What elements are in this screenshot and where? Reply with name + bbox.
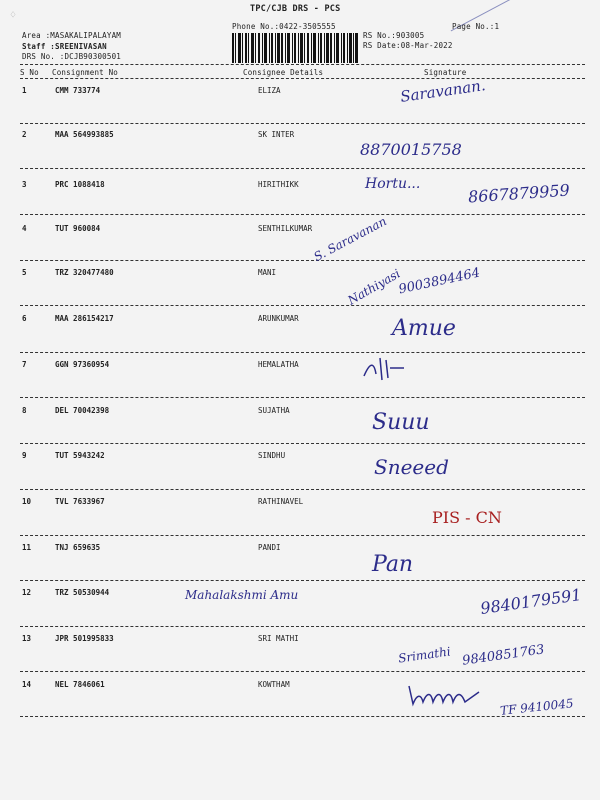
row-consignment: TVL 7633967 — [55, 497, 105, 506]
row-sno: 1 — [22, 86, 27, 95]
signature-row-9: Sneeed — [374, 455, 449, 479]
corner-mark-icon: ♢ — [10, 10, 17, 21]
row-divider — [20, 671, 585, 672]
row-sno: 7 — [22, 360, 27, 369]
signature-row-10: PIS - CN — [432, 508, 502, 527]
row-divider — [20, 168, 585, 169]
signature-row-11: Pan — [372, 552, 414, 577]
signature-row-5: 9003894464 — [397, 265, 482, 298]
row-sno: 5 — [22, 268, 27, 277]
header-divider-top — [20, 64, 585, 65]
barcode-icon — [232, 33, 358, 63]
row-divider — [20, 535, 585, 536]
column-header-sno: S No — [20, 68, 39, 77]
row-consignment: GGN 97360954 — [55, 360, 110, 369]
signature-row-3: 8667879959 — [467, 180, 571, 207]
table-row — [0, 86, 600, 131]
row-sno: 11 — [22, 543, 32, 552]
corner-pen-stroke — [451, 0, 530, 62]
rs-date: RS Date:08-Mar-2022 — [363, 41, 453, 50]
row-consignment: TRZ 320477480 — [55, 268, 114, 277]
signature-row-8: Suuu — [372, 410, 430, 435]
row-consignee: MANI — [258, 268, 277, 277]
table-row — [0, 224, 600, 269]
signature-row-1: Saravanan. — [399, 76, 487, 106]
sheet-title: TPC/CJB DRS - PCS — [250, 4, 341, 14]
row-divider — [20, 580, 585, 581]
row-consignee: SINDHU — [258, 451, 286, 460]
row-consignment: TNJ 659635 — [55, 543, 101, 552]
row-sno: 3 — [22, 180, 27, 189]
row-consignee: HEMALATHA — [258, 360, 299, 369]
table-row — [0, 406, 600, 451]
row-sno: 9 — [22, 451, 27, 460]
row-divider — [20, 397, 585, 398]
row-divider — [20, 305, 585, 306]
row-sno: 6 — [22, 314, 27, 323]
column-header-signature: Signature — [424, 68, 467, 77]
handwritten-name-row-13: Srimathi — [397, 644, 452, 666]
row-consignment: PRC 1088418 — [55, 180, 105, 189]
staff-label: Staff :SREENIVASAN — [22, 42, 107, 51]
row-consignment: MAA 286154217 — [55, 314, 114, 323]
row-consignee: ELIZA — [258, 86, 281, 95]
row-divider — [20, 489, 585, 490]
row-divider — [20, 352, 585, 353]
row-sno: 8 — [22, 406, 27, 415]
drs-number: DRS No. :DCJB90300501 — [22, 52, 122, 61]
table-row — [0, 543, 600, 588]
header-divider-bottom — [20, 78, 585, 79]
row-consignment: TUT 5943242 — [55, 451, 105, 460]
row-consignment: NEL 7846061 — [55, 680, 105, 689]
row-consignee: ARUNKUMAR — [258, 314, 299, 323]
signature-row-6: Amue — [392, 316, 456, 341]
row-divider — [20, 626, 585, 627]
row-consignment: DEL 70042398 — [55, 406, 110, 415]
rs-number: RS No.:903005 — [363, 31, 425, 40]
row-sno: 14 — [22, 680, 32, 689]
row-consignee: HIRITHIKK — [258, 180, 299, 189]
row-consignee: PANDI — [258, 543, 281, 552]
signature-row-7 — [360, 354, 410, 384]
row-consignee: SENTHILKUMAR — [258, 224, 313, 233]
row-consignee: SUJATHA — [258, 406, 290, 415]
row-consignee: RATHINAVEL — [258, 497, 304, 506]
signature-row-2: 8870015758 — [360, 140, 462, 159]
row-sno: 13 — [22, 634, 32, 643]
row-consignee: SRI MATHI — [258, 634, 299, 643]
page-number: Page No.:1 — [452, 22, 500, 31]
row-divider — [20, 123, 585, 124]
row-divider — [20, 443, 585, 444]
phone-number: Phone No.:0422-3505555 — [232, 22, 336, 31]
handwritten-name-row-12: Mahalakshmi Amu — [185, 588, 299, 602]
signature-row-14-scribble — [405, 680, 485, 710]
row-consignment: TUT 960084 — [55, 224, 101, 233]
row-consignment: JPR 501995833 — [55, 634, 114, 643]
handwritten-name-row-3: Hortu... — [365, 176, 421, 192]
row-consignment: MAA 564993885 — [55, 130, 114, 139]
row-sno: 10 — [22, 497, 32, 506]
signature-row-12: 9840179591 — [479, 585, 583, 618]
row-divider — [20, 260, 585, 261]
signature-row-4: S. Saravanan — [311, 213, 389, 265]
row-sno: 12 — [22, 588, 32, 597]
column-header-consignee: Consignee Details — [243, 68, 324, 77]
row-sno: 4 — [22, 224, 27, 233]
row-consignment: CMM 733774 — [55, 86, 101, 95]
row-consignee: SK INTER — [258, 130, 295, 139]
row-consignee: KOWTHAM — [258, 680, 290, 689]
table-row — [0, 360, 600, 405]
handwritten-name-row-5: Nathiyasi — [345, 266, 403, 308]
signature-row-14: TF 9410045 — [499, 696, 575, 718]
table-row — [0, 265, 600, 313]
signature-row-13: 9840851763 — [461, 642, 546, 669]
area-label: Area :MASAKALIPALAYAM — [22, 31, 122, 40]
column-header-consignment: Consignment No — [52, 68, 119, 77]
row-divider — [20, 214, 585, 215]
row-consignment: TRZ 50530944 — [55, 588, 110, 597]
row-sno: 2 — [22, 130, 27, 139]
